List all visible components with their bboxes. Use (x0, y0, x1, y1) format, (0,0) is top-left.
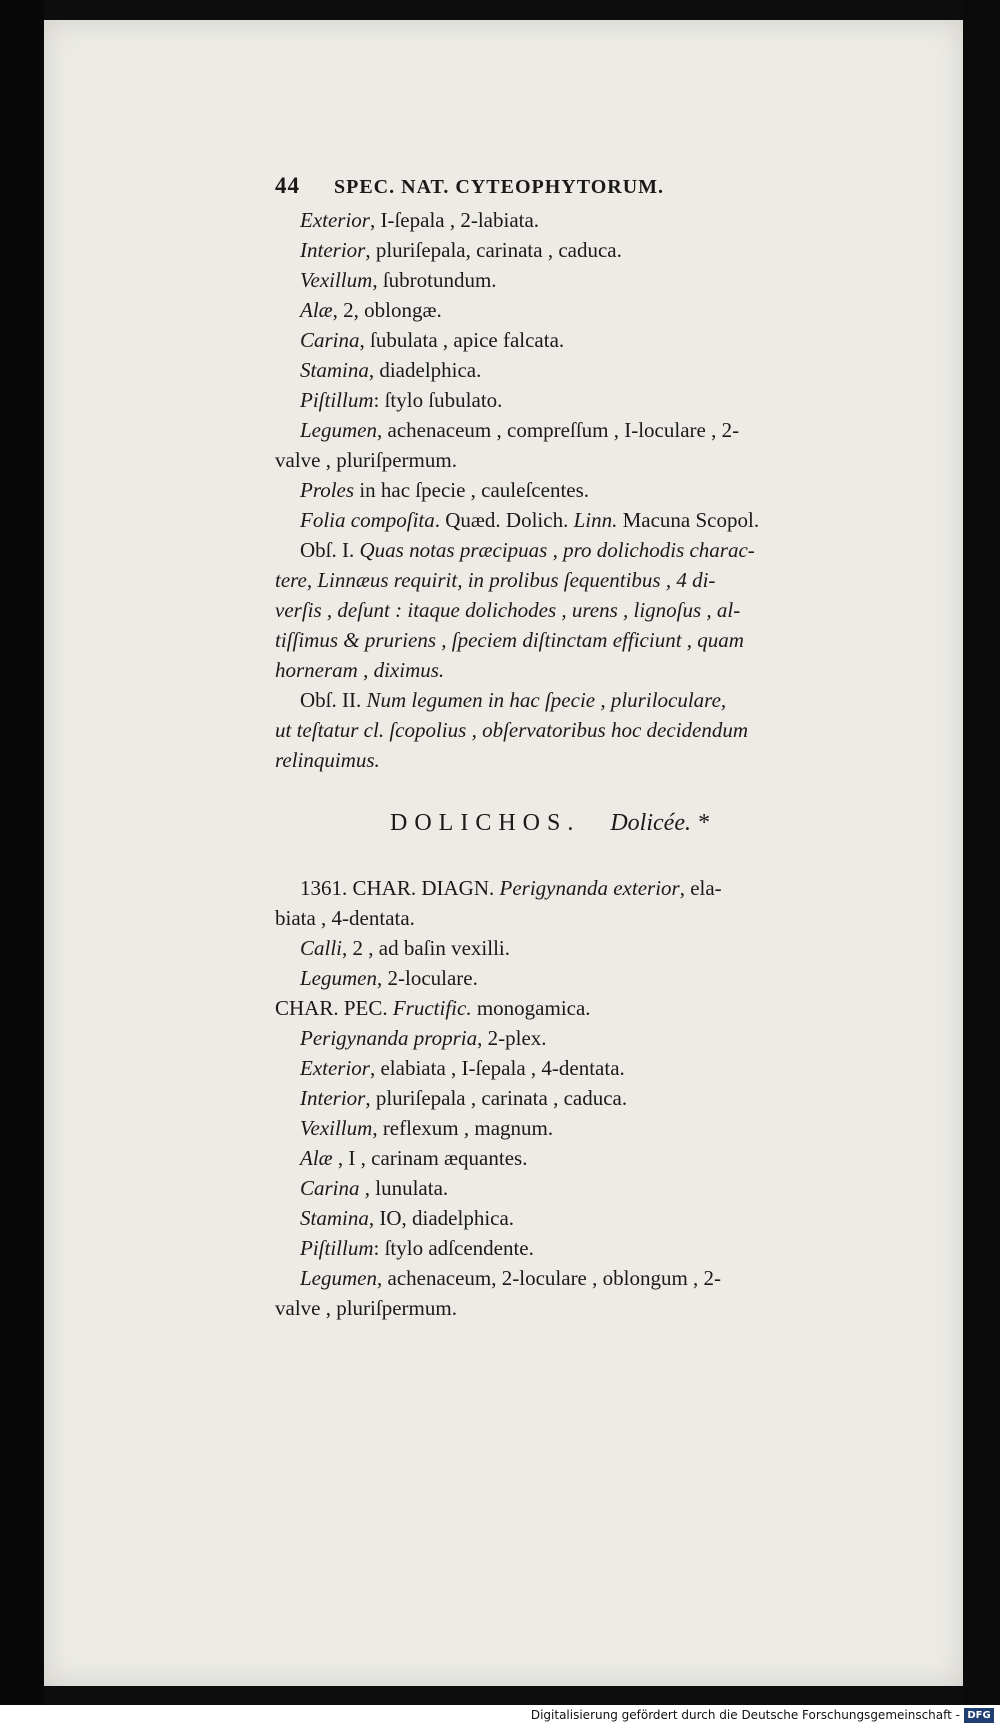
entry-line (300, 936, 510, 961)
obs-line (275, 718, 748, 743)
obs-text: horneram , diximus. (275, 658, 445, 682)
entry-line (300, 966, 478, 991)
entry-label: Exterior (300, 1056, 370, 1080)
obs-line (275, 628, 744, 653)
footer-text: Digitalisierung gefördert durch die Deutsche Forschungsgemeinschaft - (530, 1708, 960, 1722)
entry-label: Calli (300, 936, 343, 960)
entry-text: , achenaceum , compreſſum , I-loculare , 2- (377, 418, 740, 442)
obs-text: Num legumen in hac ſpecie , pluriloculare, (366, 688, 727, 712)
species-number: 1361. (300, 876, 348, 900)
entry-label: Perigynanda propria (300, 1026, 478, 1050)
diagn-text: biata , 4-dentata. (275, 906, 415, 930)
entry-label: Stamina (300, 358, 369, 382)
entry-line (300, 1026, 547, 1051)
entry-label: Legumen (300, 418, 377, 442)
entry-text: , achenaceum, 2-loculare , oblongum , 2- (377, 1266, 722, 1290)
section-heading (390, 810, 709, 837)
char-pec-term: Fructific. (392, 996, 472, 1020)
entry-label: Legumen (300, 966, 377, 990)
entry-label: Piſtillum (300, 388, 374, 412)
page-header (275, 173, 664, 199)
entry-line (300, 1176, 448, 1201)
obs-line (300, 688, 726, 713)
entry-text: , diadelphica. (368, 358, 482, 382)
entry-label: Alæ (300, 298, 333, 322)
char-diagn-head: CHAR. DIAGN. (352, 876, 495, 900)
scan-left-border (0, 0, 44, 1705)
obs-prefix: Obſ. II. (300, 688, 362, 712)
entry-text: in hac ſpecie , cauleſcentes. (354, 478, 590, 502)
char-pec-head: CHAR. PEC. (275, 996, 388, 1020)
entry-line (300, 268, 497, 293)
running-title: SPEC. NAT. CYTEOPHYTORUM. (334, 176, 665, 198)
char-diagn-line (275, 906, 415, 931)
footer-strip (0, 1705, 1000, 1727)
obs-text: ut teſtatur cl. ſcopolius , obſervatoribus hoc decidendum (275, 718, 749, 742)
entry-line (300, 328, 564, 353)
entry-line (300, 418, 739, 443)
char-diagn-line (300, 876, 722, 901)
entry-text: , elabiata , I-ſepala , 4-dentata. (369, 1056, 625, 1080)
entry-text: valve , pluriſpermum. (275, 1296, 457, 1320)
entry-text: , I-ſepala , 2-labiata. (369, 208, 540, 232)
entry-line (300, 1146, 527, 1171)
obs-line (275, 568, 715, 593)
entry-label: Vexillum (300, 1116, 373, 1140)
entry-text: , ſubulata , apice falcata. (359, 328, 565, 352)
entry-line (300, 208, 539, 233)
entry-label: Carina (300, 328, 360, 352)
entry-text: , 2-loculare. (377, 966, 478, 990)
diagn-text: , ela- (679, 876, 722, 900)
page-number: 44 (275, 173, 300, 198)
entry-text: , 2, oblongæ. (332, 298, 442, 322)
entry-line (300, 298, 442, 323)
entry-text: , lunulata. (359, 1176, 449, 1200)
entry-line (300, 1206, 514, 1231)
entry-label: Interior (300, 1086, 366, 1110)
char-pec-line (275, 996, 591, 1021)
entry-label: Stamina (300, 1206, 369, 1230)
entry-line (300, 1116, 553, 1141)
char-pec-text: monogamica. (471, 996, 591, 1020)
entry-line (300, 238, 622, 263)
entry-label: Vexillum (300, 268, 373, 292)
obs-text: tere, Linnæus requirit, in prolibus ſequentibus , 4 di- (275, 568, 716, 592)
entry-line (300, 478, 589, 503)
obs-line (275, 748, 380, 773)
obs-line (275, 658, 444, 683)
entry-label: Legumen (300, 1266, 377, 1290)
entry-label: Piſtillum (300, 1236, 374, 1260)
obs-line (275, 598, 740, 623)
obs-text: Quas notas præcipuas , pro dolichodis charac- (359, 538, 755, 562)
book-page (44, 20, 963, 1686)
obs-text: relinquimus. (275, 748, 380, 772)
entry-text: : ſtylo ſubulato. (373, 388, 503, 412)
entry-text: , 2-plex. (477, 1026, 547, 1050)
obs-prefix: Obſ. I. (300, 538, 355, 562)
entry-line (300, 358, 481, 383)
entry-label: Exterior (300, 208, 370, 232)
entry-line (275, 448, 457, 473)
dfg-logo: DFG (964, 1708, 994, 1723)
entry-label: Proles (300, 478, 355, 502)
obs-line (300, 538, 755, 563)
french-name: Dolicée. * (610, 810, 709, 836)
entry-text: . Quæd. Dolich. (434, 508, 574, 532)
entry-text: , reflexum , magnum. (372, 1116, 554, 1140)
genus-title: DOLICHOS. (390, 810, 581, 836)
entry-line (300, 388, 502, 413)
entry-text: valve , pluriſpermum. (275, 448, 457, 472)
entry-line (275, 1296, 457, 1321)
entry-text: , pluriſepala , carinata , caduca. (365, 1086, 628, 1110)
entry-line (300, 1086, 627, 1111)
entry-text: : ſtylo adſcendente. (373, 1236, 534, 1260)
entry-tail: Macuna Scopol. (617, 508, 760, 532)
entry-label: Alæ (300, 1146, 333, 1170)
entry-text: , pluriſepala, carinata , caduca. (365, 238, 622, 262)
entry-text: , ſubrotundum. (372, 268, 497, 292)
obs-text: verſis , deſunt : itaque dolichodes , urens , lignoſus , al- (275, 598, 741, 622)
entry-author: Linn. (573, 508, 618, 532)
entry-label: Carina (300, 1176, 360, 1200)
entry-label: Folia compoſita (300, 508, 435, 532)
entry-line (300, 1236, 534, 1261)
scan-right-border (963, 0, 1000, 1705)
obs-text: tiſſimus & pruriens , ſpeciem diſtinctam efficiunt , quam (275, 628, 744, 652)
entry-text: , IO, diadelphica. (368, 1206, 515, 1230)
entry-line (300, 508, 759, 533)
entry-label: Interior (300, 238, 366, 262)
entry-line (300, 1056, 625, 1081)
entry-line (300, 1266, 721, 1291)
entry-text: , 2 , ad baſin vexilli. (342, 936, 510, 960)
diagn-term: Perigynanda exterior (499, 876, 680, 900)
entry-text: , I , carinam æquantes. (332, 1146, 528, 1170)
